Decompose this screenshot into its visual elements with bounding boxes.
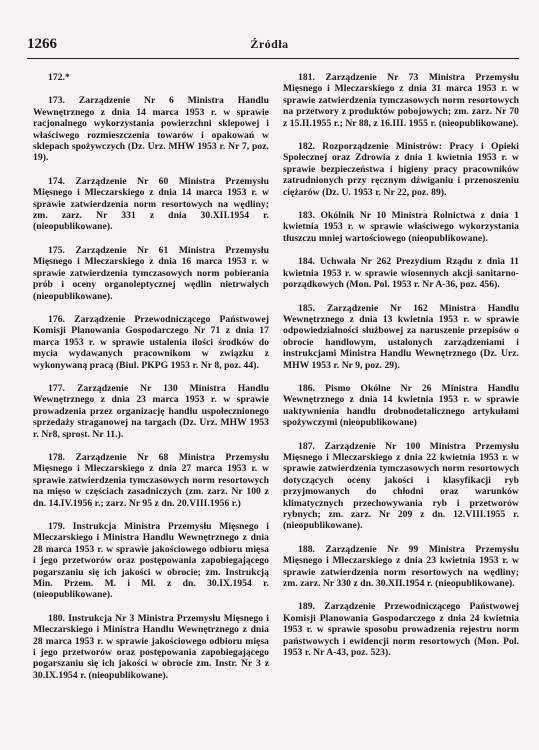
right-column [283,72,519,670]
entry-number: 189. [298,601,315,613]
entry-181 [283,72,519,129]
entry-text: Instrukcja Nr 3 Ministra Przemysłu Mięsnego i Mleczarskiego i Ministra Handlu Wewnętrznego z dnia 28 marca 1953 r. w sprawie jakościowego odbioru mięsa i jego przetworów oraz postępowania zapobiegającego pogarszaniu się ich jakości w obrocie zm. Instr. Nr 3 z 30.IX.1954 r. (nieopublikowane). [33,612,269,681]
entry-number: 176. [48,313,65,325]
entry-number: 185. [298,302,315,314]
entry-text: Zarządzenie Przewodniczącego Państwowej Komisji Planowania Gospodarczego z dnia 24 kwietnia 1953 r. w sprawie sposobu prowadzenia rejestru norm państwowych i ewidencji norm resortowych (Mon. Pol. 1953 r. Nr A-43, poz. 523). [283,601,520,659]
entry-number: 178. [48,451,65,463]
entry-188 [283,544,519,590]
entry-number: 172.* [48,72,70,83]
entry-183 [283,210,519,244]
entry-175 [33,245,269,302]
entry-173 [33,95,269,163]
entry-179 [33,521,269,601]
entry-number: 181. [298,72,315,83]
entry-174 [33,176,269,233]
entry-number: 180. [48,612,65,624]
entry-text: Zarządzenie Nr 73 Ministra Przemysłu Mięsnego i Mleczarskiego z dnia 31 marca 1953 r. w sprawie zatwierdzenia tymczasowych norm resortowych na przetwory z produktów pobojowych; zm. zarz. Nr 70 z 15.II.1955 r.; Nr 88, z 16.III. 1955 r. (nieopublikowane). [283,72,520,129]
section-title: Źródła [250,37,289,51]
entry-text: Zarządzenie Nr 6 Ministra Handlu Wewnętrznego z dnia 14 marca 1953 r. w sprawie racjonalnego wykorzystania powierzchni sklepowej i właściwego rozmieszczenia towarów i opakowań w sklepach spożywczych (Dz. Urz. MHW 1953 r. Nr 7, poz. 19). [33,95,269,164]
entry-number: 187. [298,440,315,452]
entry-number: 173. [48,95,65,107]
entry-text: Zarządzenie Nr 162 Ministra Handlu Wewnętrznego z dnia 13 kwietnia 1953 r. w sprawie odpowiedzialności służbowej za naruszenie przepisów o obrocie handlowym, ustalonych zarządzeniami i instrukcjami Ministra Handlu Wewnętrznego (Dz. Urz. MHW 1953 r. Nr 9, poz. 29). [283,302,519,371]
entry-text: Zarządzenie Nr 68 Ministra Przemysłu Mięsnego i Mleczarskiego z dnia 27 marca 1953 r. w sprawie zatwierdzenia tymczasowych norm resortowych na mięso w częściach zasadniczych (zm. zarz. Nr 100 z dn. 14.IV.1956 r.; zarz. Nr 95 z dn. 20.VIII.1956 r.) [33,451,270,509]
entry-text: Zarządzenie Przewodniczącego Państwowej Komisji Planowania Gospodarczego Nr 71 z dnia 17 marca 1953 r. w sprawie ustalenia ilości środków do mycia wydawanych pracownikom w związku z wykonywaną pracą (Biul. PKPG 1953 r. Nr 8, poz. 44). [33,313,270,371]
entry-186 [283,383,519,429]
entry-number: 179. [48,521,65,532]
entry-number: 174. [48,175,65,187]
entry-172 [33,72,269,83]
entry-180 [33,613,269,681]
entry-number: 188. [298,543,315,555]
entry-text: Zarządzenie Nr 61 Ministra Przemysłu Mięsnego i Mleczarskiego z dnia 16 marca 1953 r. w sprawie zatwierdzenia tymczasowych norm pobierania prób i oceny organoleptycznej wędlin nietrwałych (nieopublikowane). [33,244,270,302]
page-header [0,36,539,56]
header-rule [27,58,519,59]
entry-185 [283,303,519,371]
entry-number: 184. [298,256,315,268]
entry-text: Pismo Okólne Nr 26 Ministra Handlu Wewnętrznego z dnia 14 kwietnia 1953 r. w sprawie uaktywnienia handlu drobnodetalicznego artykułami spożywczymi (nieopublikowane) [283,382,520,429]
entry-189 [283,601,519,658]
entry-177 [33,383,269,440]
entry-184 [283,256,519,290]
entry-text: Instrukcja Ministra Przemysłu Mięsnego i Mleczarskiego i Ministra Handlu Wewnętrznego z dnia 28 marca 1953 r. w sprawie jakościowego odbioru mięsa i jego przetworów oraz postępowania zapobiegającego pogarszaniu się ich jakości w obrocie; zm. Instrukcją Min. Przem. M. i Ml. z dn. 30.IX.1954 r. (nieopublikowane). [33,521,269,601]
entry-187 [283,441,519,532]
entry-text: Rozporządzenie Ministrów: Pracy i Opieki Społecznej oraz Zdrowia z dnia 1 kwietnia 1953 r. w sprawie bezpieczeństwa i higieny pracy pracowników zatrudnionych przy ręcznym dźwiganiu i przenoszeniu ciężarów (Dz. U. 1953 r. Nr 22, poz. 89). [283,141,519,198]
entry-178 [33,452,269,509]
entry-text: Okólnik Nr 10 Ministra Rolnictwa z dnia 1 kwietnia 1953 r. w sprawie właściwego wykorzystania tłuszczu mniej wartościowego (nieopublikowane). [283,210,519,244]
entry-number: 182. [298,141,315,153]
entry-182 [283,141,519,198]
entry-text: Zarządzenie Nr 99 Ministra Przemysłu Mięsnego i Mleczarskiego z dnia 23 kwietnia 1953 r. w sprawie zatwierdzenia norm resortowych na wędliny; zm. zarz. Nr 330 z dn. 30.XII.1954 r. (nieopublikowane). [283,543,520,590]
entry-text: Uchwała Nr 262 Prezydium Rządu z dnia 11 kwietnia 1953 r. w sprawie wiosennych akcji sanitarno-porządkowych (Mon. Pol. 1953 r. Nr A-36, poz. 456). [283,256,519,291]
page-number: 1266 [27,36,57,52]
entry-text: Zarządzenie Nr 60 Ministra Przemysłu Mięsnego i Mleczarskiego z dnia 14 marca 1953 r. w sprawie zatwierdzenia norm resortowych na wędliny; zm. zarz. Nr 331 z dnia 30.XII.1954 r. (nieopublikowane). [33,175,270,233]
left-column [33,72,269,693]
entry-number: 175. [48,244,65,256]
entry-text: Zarządzenie Nr 100 Ministra Przemysłu Mięsnego i Mleczarskiego z dnia 22 kwietnia 1953 r. w sprawie zatwierdzenia tymczasowych norm resortowych dotyczących oceny jakości i klasyfikacji ryb przyjmowanych do chłodni oraz warunków klimatycznych przechowywania ryb i przetworów rybnych; zm. zarz. Nr 209 z dn. 12.VIII.1955 r. (nieopublikowane). [283,440,519,532]
entry-number: 177. [48,382,65,394]
entry-176 [33,314,269,371]
entry-text: Zarządzenie Nr 130 Ministra Handlu Wewnętrznego z dnia 23 marca 1953 r. w sprawie prowadzenia przez organizację handlu uspołecznionego sprzedaży straganowej na targach (Dz. Urz. MHW 1953 r. Nr8, sprost. Nr 11.). [33,382,269,440]
entry-number: 183. [298,210,315,222]
entry-number: 186. [298,382,315,394]
